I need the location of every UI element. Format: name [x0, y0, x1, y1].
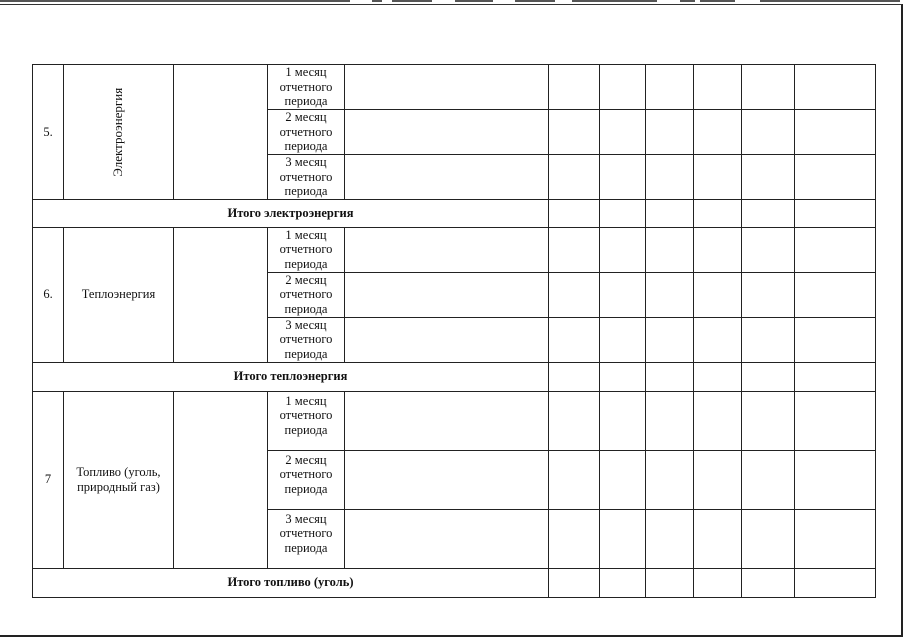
data-cell — [742, 155, 795, 200]
data-cell — [646, 362, 694, 391]
data-cell — [345, 391, 549, 450]
data-cell — [549, 317, 600, 362]
data-cell — [345, 110, 549, 155]
data-cell — [600, 227, 646, 272]
month-cell: 2 месяц отчетного периода — [268, 450, 345, 509]
data-cell — [549, 568, 600, 597]
total-row — [33, 199, 876, 227]
report-table — [32, 64, 876, 598]
data-cell — [795, 509, 876, 568]
data-cell — [646, 65, 694, 110]
data-cell — [646, 272, 694, 317]
data-cell — [549, 391, 600, 450]
total-row — [33, 568, 876, 597]
data-cell — [694, 362, 742, 391]
data-cell — [795, 199, 876, 227]
data-cell — [646, 391, 694, 450]
total-row — [33, 362, 876, 391]
data-cell — [549, 362, 600, 391]
month-cell: 3 месяц отчетного периода — [268, 317, 345, 362]
data-cell — [694, 391, 742, 450]
data-cell — [600, 317, 646, 362]
resource-name: Электроэнергия — [110, 87, 126, 177]
empty-cell — [174, 65, 268, 200]
data-cell — [795, 272, 876, 317]
month-cell: 3 месяц отчетного периода — [268, 509, 345, 568]
month-cell: 1 месяц отчетного периода — [268, 227, 345, 272]
empty-cell — [174, 227, 268, 362]
month-cell: 1 месяц отчетного периода — [268, 391, 345, 450]
data-cell — [742, 65, 795, 110]
resource-name-cell — [64, 65, 174, 200]
row-number: 5. — [33, 65, 64, 200]
data-cell — [600, 155, 646, 200]
data-cell — [694, 272, 742, 317]
month-cell: 1 месяц отчетного периода — [268, 65, 345, 110]
data-cell — [694, 65, 742, 110]
table-row — [33, 65, 876, 110]
data-cell — [345, 65, 549, 110]
data-cell — [795, 110, 876, 155]
data-cell — [600, 272, 646, 317]
data-cell — [549, 65, 600, 110]
data-cell — [646, 155, 694, 200]
data-cell — [694, 450, 742, 509]
data-cell — [694, 110, 742, 155]
month-cell: 3 месяц отчетного периода — [268, 155, 345, 200]
data-cell — [646, 317, 694, 362]
data-cell — [345, 509, 549, 568]
data-cell — [742, 362, 795, 391]
data-cell — [646, 450, 694, 509]
data-cell — [742, 317, 795, 362]
data-cell — [549, 272, 600, 317]
month-cell: 2 месяц отчетного периода — [268, 272, 345, 317]
data-cell — [600, 568, 646, 597]
data-cell — [646, 110, 694, 155]
data-cell — [795, 450, 876, 509]
table-row — [33, 227, 876, 272]
data-cell — [549, 227, 600, 272]
data-cell — [549, 155, 600, 200]
total-label: Итого электроэнергия — [33, 199, 549, 227]
data-cell — [345, 450, 549, 509]
data-cell — [646, 199, 694, 227]
data-cell — [694, 227, 742, 272]
data-cell — [600, 450, 646, 509]
empty-cell — [174, 391, 268, 568]
data-cell — [742, 568, 795, 597]
data-cell — [742, 391, 795, 450]
data-cell — [742, 272, 795, 317]
data-cell — [694, 317, 742, 362]
data-cell — [694, 199, 742, 227]
data-cell — [742, 199, 795, 227]
data-cell — [600, 509, 646, 568]
row-number: 6. — [33, 227, 64, 362]
data-cell — [600, 199, 646, 227]
data-cell — [795, 155, 876, 200]
data-cell — [795, 568, 876, 597]
data-cell — [549, 450, 600, 509]
data-cell — [742, 509, 795, 568]
data-cell — [600, 362, 646, 391]
data-cell — [345, 272, 549, 317]
data-cell — [694, 509, 742, 568]
data-cell — [549, 110, 600, 155]
data-cell — [345, 155, 549, 200]
row-number: 7 — [33, 391, 64, 568]
table-row — [33, 391, 876, 450]
data-cell — [795, 317, 876, 362]
data-cell — [742, 227, 795, 272]
data-cell — [549, 199, 600, 227]
data-cell — [646, 227, 694, 272]
resource-name: Теплоэнергия — [64, 227, 174, 362]
data-cell — [646, 568, 694, 597]
data-cell — [345, 227, 549, 272]
data-cell — [742, 110, 795, 155]
data-cell — [742, 450, 795, 509]
resource-name: Топливо (уголь, природный газ) — [64, 391, 174, 568]
total-label: Итого теплоэнергия — [33, 362, 549, 391]
data-cell — [795, 391, 876, 450]
data-cell — [694, 568, 742, 597]
data-cell — [549, 509, 600, 568]
data-cell — [795, 362, 876, 391]
data-cell — [795, 65, 876, 110]
data-cell — [345, 317, 549, 362]
data-cell — [600, 391, 646, 450]
data-cell — [600, 65, 646, 110]
total-label: Итого топливо (уголь) — [33, 568, 549, 597]
data-cell — [646, 509, 694, 568]
data-cell — [795, 227, 876, 272]
data-cell — [694, 155, 742, 200]
month-cell: 2 месяц отчетного периода — [268, 110, 345, 155]
data-cell — [600, 110, 646, 155]
